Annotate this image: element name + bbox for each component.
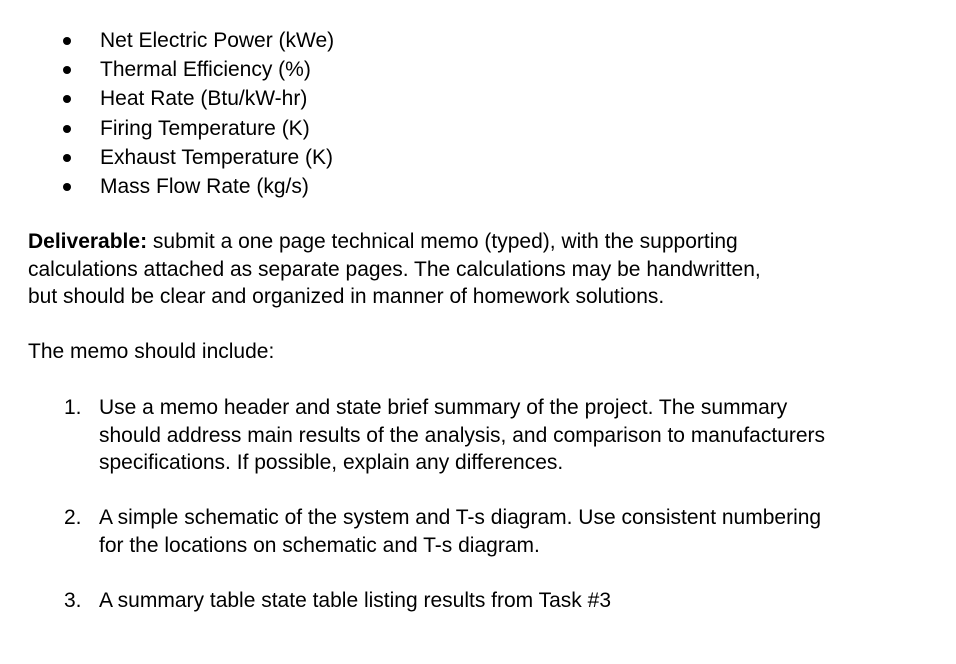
deliverable-label: Deliverable: bbox=[28, 230, 148, 253]
item-number: 2. bbox=[64, 506, 82, 529]
output-parameter-list bbox=[62, 26, 334, 201]
bullet-item bbox=[62, 26, 334, 55]
item-line: Use a memo header and state brief summary of the project. The summary bbox=[99, 396, 788, 419]
item-line: for the locations on schematic and T-s diagram. bbox=[99, 533, 540, 557]
deliverable-text: submit a one page technical memo (typed), with the supporting bbox=[147, 230, 738, 253]
bullet-text: Firing Temperature (K) bbox=[100, 116, 310, 140]
deliverable-paragraph bbox=[28, 228, 928, 311]
bullet-icon bbox=[63, 125, 71, 133]
requirement-item bbox=[64, 587, 825, 615]
bullet-text: Heat Rate (Btu/kW-hr) bbox=[100, 87, 308, 111]
memo-requirements-list bbox=[64, 394, 825, 642]
deliverable-line: calculations attached as separate pages. The calculations may be handwritten, bbox=[28, 257, 761, 281]
bullet-text: Exhaust Temperature (K) bbox=[100, 145, 334, 169]
item-line: A simple schematic of the system and T-s diagram. Use consistent numbering bbox=[99, 506, 822, 529]
bullet-icon bbox=[63, 183, 71, 191]
bullet-text: Mass Flow Rate (kg/s) bbox=[100, 174, 309, 198]
bullet-text: Thermal Efficiency (%) bbox=[100, 58, 311, 82]
deliverable-line bbox=[28, 228, 928, 256]
item-number: 1. bbox=[64, 396, 82, 419]
requirement-item bbox=[64, 504, 825, 559]
bullet-item bbox=[62, 143, 334, 172]
item-line: should address main results of the analysis, and comparison to manufacturers bbox=[99, 423, 826, 447]
bullet-icon bbox=[63, 95, 71, 103]
memo-intro: The memo should include: bbox=[28, 340, 275, 363]
deliverable-line: but should be clear and organized in manner of homework solutions. bbox=[28, 285, 665, 308]
bullet-icon bbox=[63, 37, 71, 45]
bullet-item bbox=[62, 84, 334, 113]
bullet-icon bbox=[63, 66, 71, 74]
bullet-text: Net Electric Power (kWe) bbox=[100, 29, 335, 52]
bullet-item bbox=[62, 55, 334, 84]
bullet-item bbox=[62, 114, 334, 143]
bullet-item bbox=[62, 172, 334, 201]
item-line: specifications. If possible, explain any differences. bbox=[99, 451, 564, 474]
item-line: A summary table state table listing results from Task #3 bbox=[99, 588, 611, 612]
item-number: 3. bbox=[64, 588, 82, 612]
bullet-icon bbox=[63, 154, 71, 162]
requirement-item bbox=[64, 394, 825, 477]
